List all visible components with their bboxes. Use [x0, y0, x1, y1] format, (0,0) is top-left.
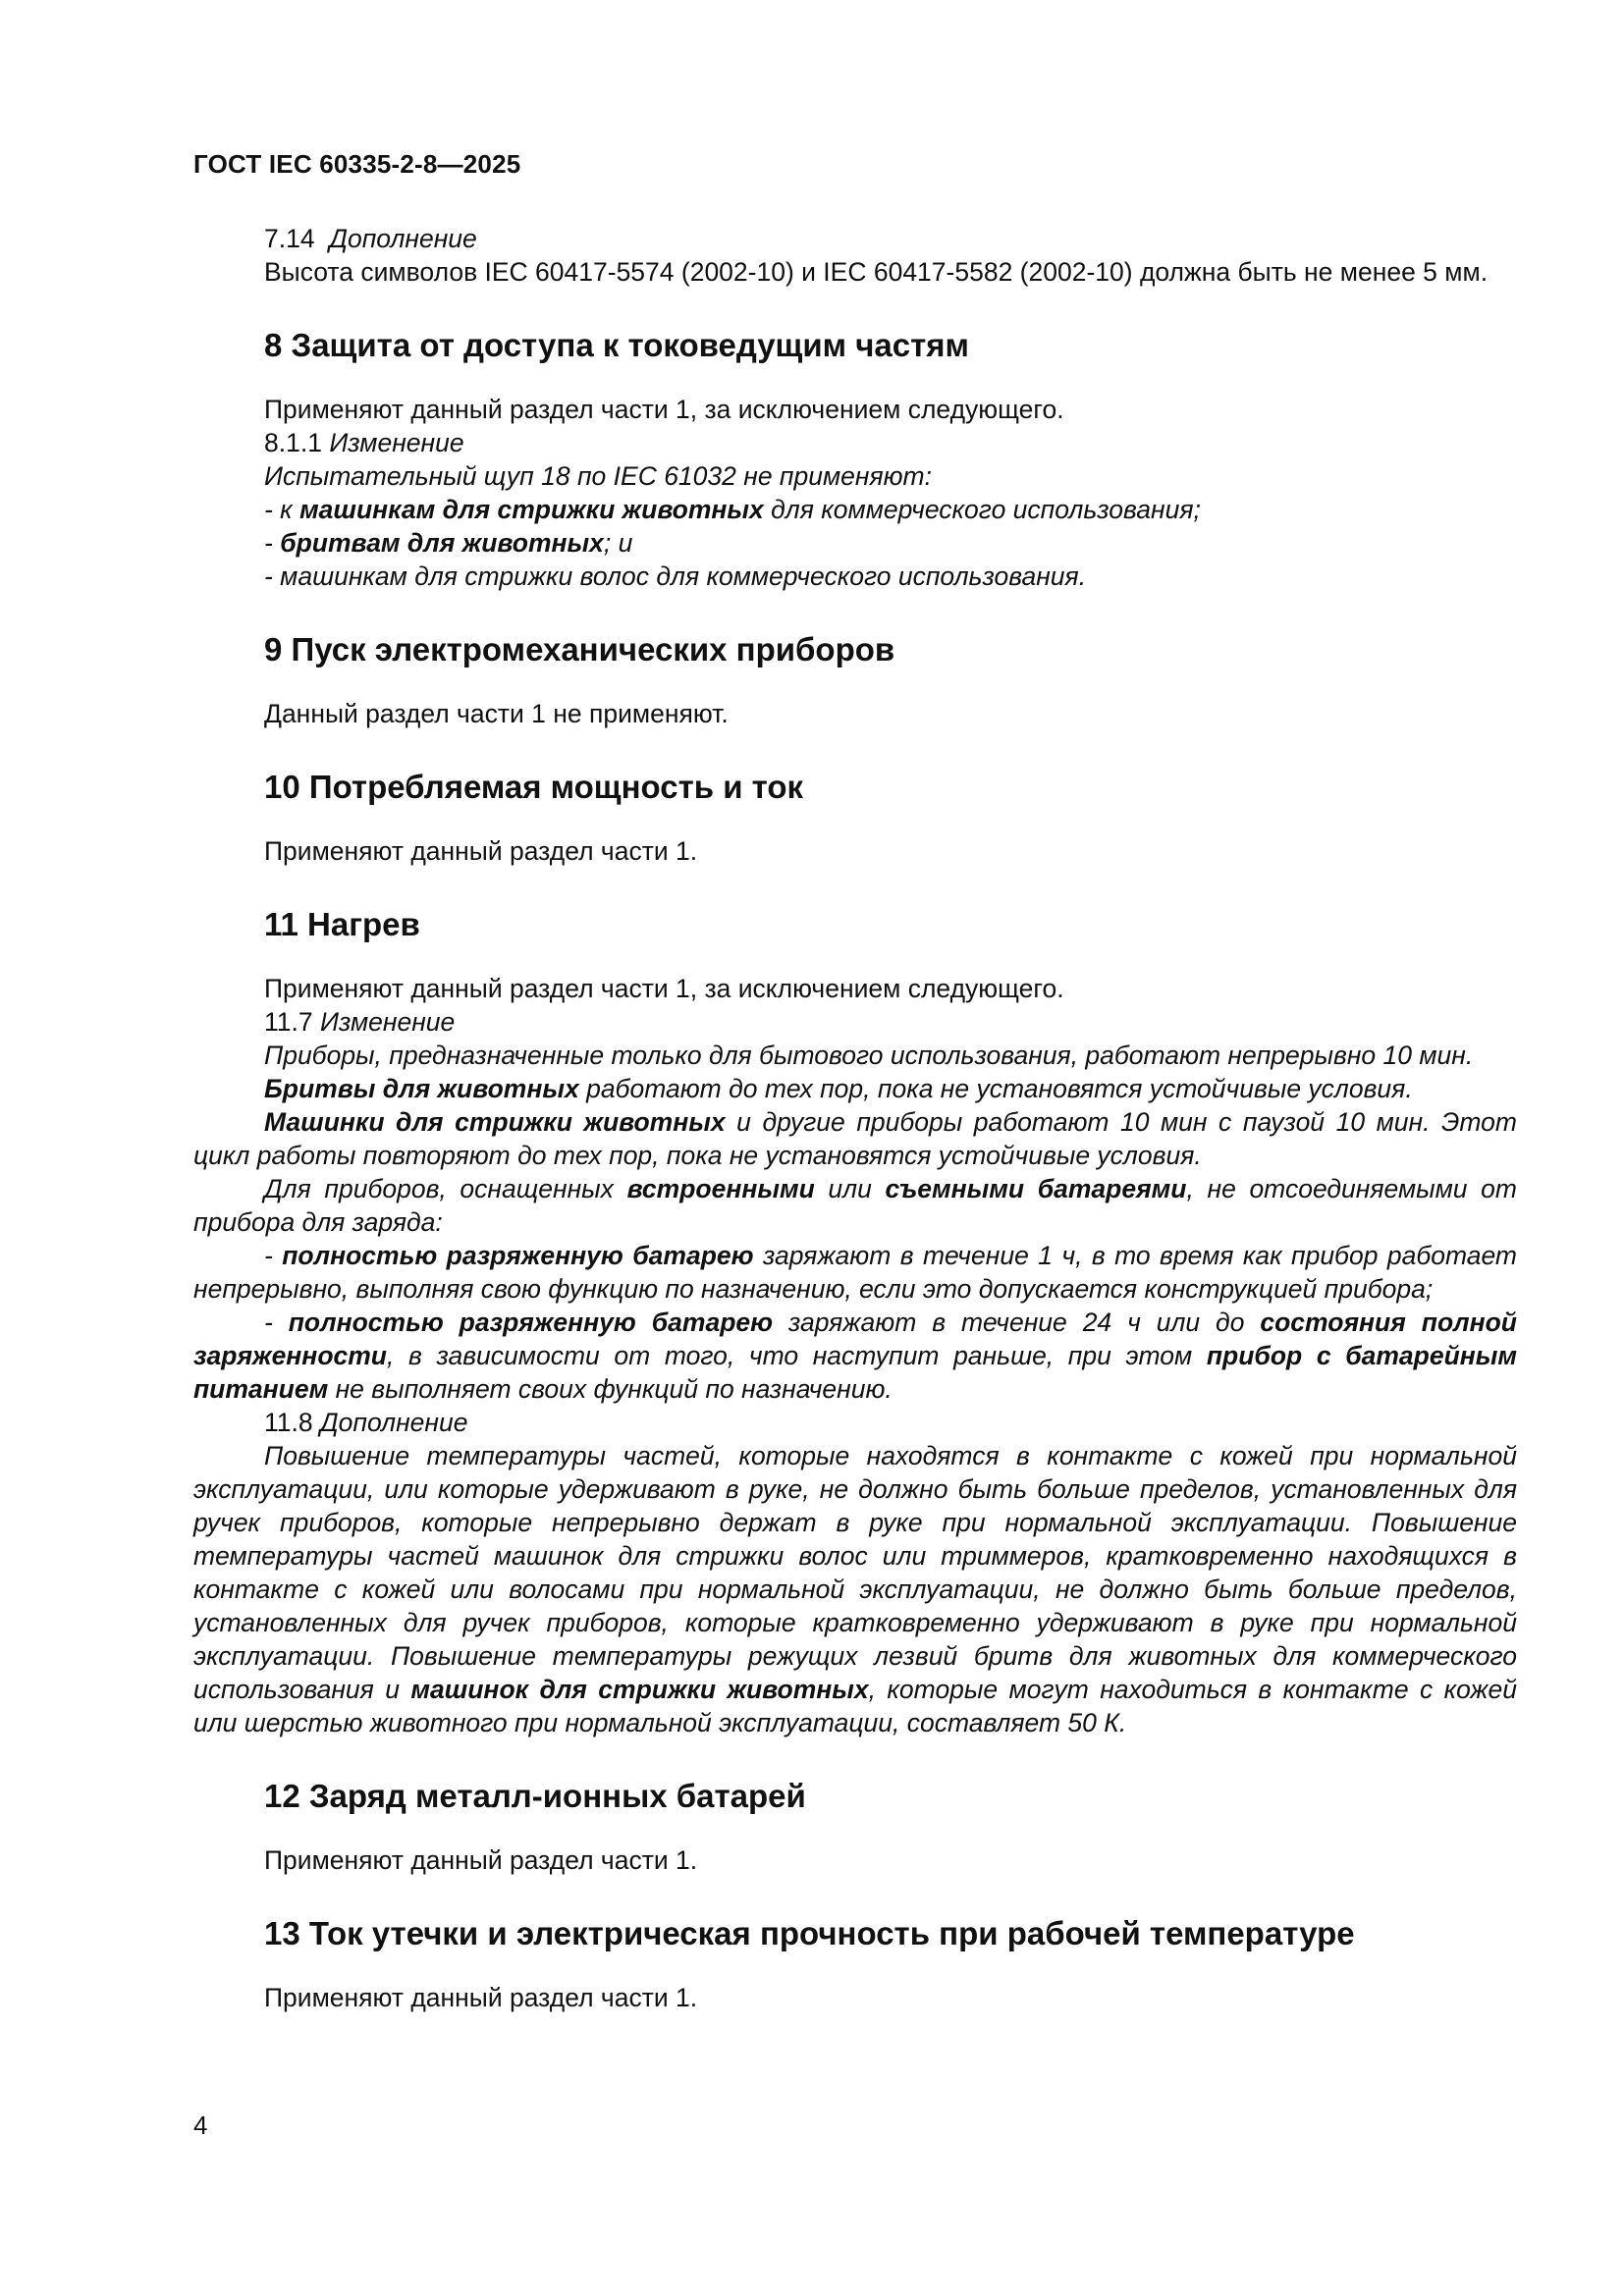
paragraph-text: , которые могут находиться в контакте с кожей или шерстью животного при нормальной эксплуатации, составляет 50 К.	[193, 1675, 1518, 1737]
defined-term: съемными батареями	[885, 1174, 1187, 1203]
paragraph-text: Для приборов, оснащенных	[264, 1174, 627, 1203]
defined-term: встроенными	[626, 1174, 815, 1203]
defined-term: состояния полной заряженности	[193, 1308, 1517, 1370]
clause-type: Изменение	[329, 428, 464, 457]
clause-7-14-text: Высота символов IEC 60417-5574 (2002-10) и IEC 60417-5582 (2002-10) должна быть не менее 5 мм.	[264, 257, 1489, 287]
list-item-text: не выполняет своих функций по назначению.	[328, 1374, 893, 1404]
defined-term: полностью разряженную батарею	[288, 1308, 774, 1337]
clause-number: 11.7	[264, 1007, 313, 1037]
list-item-text: , в зависимости от того, что наступит раньше, при этом	[387, 1341, 1207, 1370]
paragraph-text: работают до тех пор, пока не установятся устойчивые условия.	[578, 1074, 1413, 1103]
clause-8-1-1-heading	[193, 426, 1517, 459]
list-item-prefix: -	[264, 528, 281, 558]
section-13-text: Применяют данный раздел части 1.	[264, 1983, 698, 2012]
page-number: 4	[193, 2110, 208, 2140]
paragraph-text: или	[814, 1174, 886, 1203]
clause-number: 8.1.1	[264, 428, 322, 457]
section-12-text: Применяют данный раздел части 1.	[264, 1845, 698, 1875]
defined-term: прибор с батарейным питанием	[193, 1341, 1517, 1404]
paragraph-text: , не отсоединяемыми от прибора для заряда:	[193, 1174, 1517, 1237]
section-11-title: 11 Нагрев	[264, 906, 420, 942]
list-item-text: ; и	[603, 528, 633, 558]
list-item-text: заряжают в течение 1 ч, в то время как прибор работает непрерывно, выполняя свою функцию по назначению, если это допускается конструкцией прибора;	[193, 1241, 1518, 1304]
list-item: - машинкам для стрижки волос для коммерческого использования.	[264, 561, 1087, 591]
section-8-title: 8 Защита от доступа к токоведущим частям	[264, 327, 969, 363]
clause-11-8-heading	[193, 1406, 1517, 1439]
section-10-text: Применяют данный раздел части 1.	[264, 836, 698, 866]
paragraph-text: и другие приборы работают 10 мин с паузой 10 мин. Этот цикл работы повторяют до тех пор, пока не установятся устойчивые условия.	[193, 1107, 1517, 1170]
section-10-title: 10 Потребляемая мощность и ток	[264, 769, 804, 805]
section-11-intro: Применяют данный раздел части 1, за исключением следующего.	[264, 974, 1064, 1003]
clause-7-14-heading	[193, 222, 1517, 255]
clause-11-7-p1: Приборы, предназначенные только для бытового использования, работают непрерывно 10 мин.	[264, 1041, 1474, 1070]
list-item	[193, 493, 1517, 526]
section-12-title: 12 Заряд металл-ионных батарей	[264, 1778, 806, 1814]
clause-number: 11.8	[264, 1408, 313, 1437]
list-item	[193, 1306, 1517, 1406]
list-item-prefix: -	[264, 1241, 283, 1270]
list-item-prefix: -	[264, 1308, 289, 1337]
section-13-title: 13 Ток утечки и электрическая прочность при рабочей температуре	[264, 1915, 1355, 1951]
list-item-text: для коммерческого использования;	[763, 495, 1201, 524]
clause-11-7-p2	[193, 1072, 1517, 1105]
defined-term: полностью разряженную батарею	[282, 1241, 754, 1270]
defined-term: Машинки для стрижки животных	[264, 1107, 726, 1137]
defined-term: машинкам для стрижки животных	[299, 495, 764, 524]
page-content	[193, 222, 1517, 2014]
clause-11-7-p4	[193, 1172, 1517, 1239]
clause-type: Изменение	[320, 1007, 456, 1037]
clause-number: 7.14	[264, 224, 315, 253]
paragraph-text: Повышение температуры частей, которые находятся в контакте с кожей при нормальной эксплуатации, или которые удерживают в руке, не должно быть больше пределов, установленных для ручек приборов, которые непрерывно держат в руке при нормальной эксплуатации. Повышение температуры частей машинок для стрижки волос или триммеров, кратковременно находящихся в контакте с кожей или волосами при нормальной эксплуатации, не должно быть больше пределов, установленных для ручек приборов, которые кратковременно удерживают в руке при нормальной эксплуатации. Повышение температуры режущих лезвий бритв для животных для коммерческого использования и	[193, 1441, 1517, 1704]
list-item	[193, 526, 1517, 560]
clause-type: Дополнение	[320, 1408, 468, 1437]
section-8-intro: Применяют данный раздел части 1, за исключением следующего.	[264, 395, 1064, 424]
section-9-title: 9 Пуск электромеханических приборов	[264, 631, 895, 667]
list-item	[193, 1239, 1517, 1306]
clause-8-1-1-lead: Испытательный щуп 18 по IEC 61032 не применяют:	[264, 461, 932, 491]
document-header: ГОСТ IEC 60335-2-8—2025	[193, 149, 521, 179]
clause-type: Дополнение	[329, 224, 477, 253]
defined-term: бритвам для животных	[280, 528, 604, 558]
defined-term: Бритвы для животных	[264, 1074, 579, 1103]
clause-11-7-p3	[193, 1105, 1517, 1172]
list-item-text: заряжают в течение 24 ч или до	[773, 1308, 1261, 1337]
clause-11-7-heading	[193, 1005, 1517, 1039]
section-9-text: Данный раздел части 1 не применяют.	[264, 699, 729, 728]
list-item-prefix: - к	[264, 495, 300, 524]
clause-11-8-text	[193, 1439, 1517, 1739]
defined-term: машинок для стрижки животных	[410, 1675, 869, 1704]
